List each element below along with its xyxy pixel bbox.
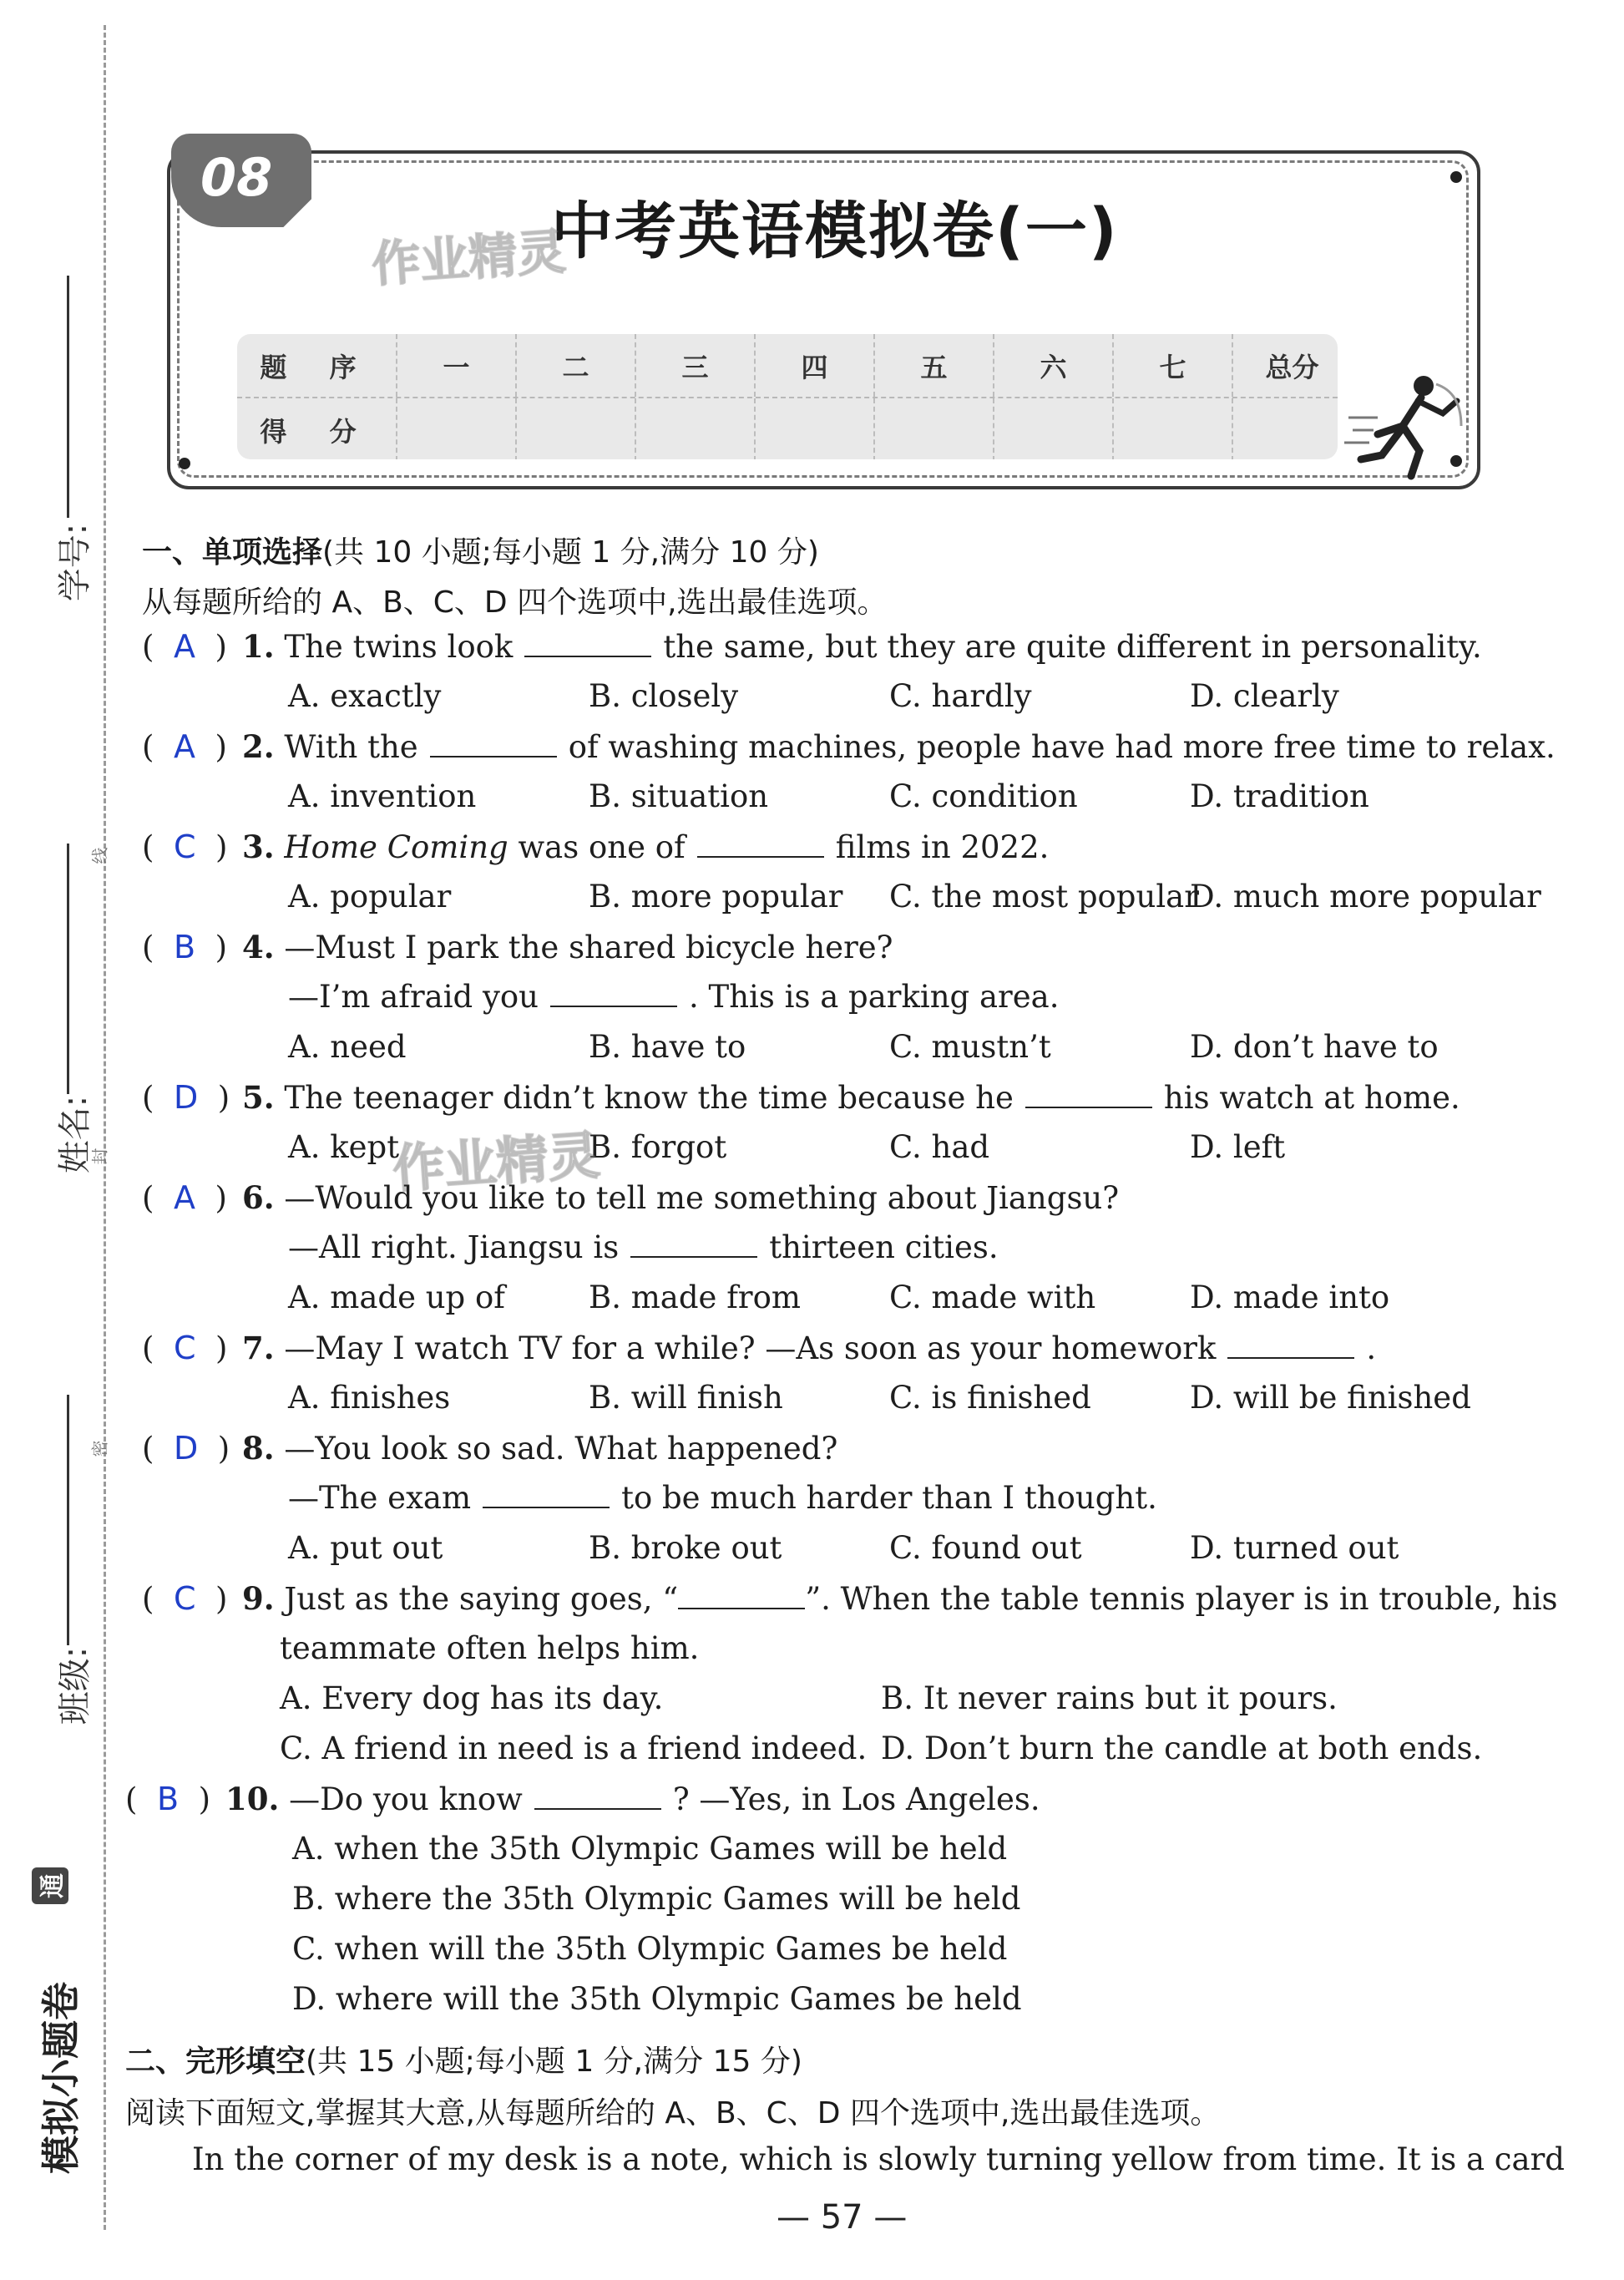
question-stem: his watch at home.: [1163, 1080, 1460, 1116]
score-header-cell: 五: [873, 334, 993, 397]
answer-blank[interactable]: [697, 831, 824, 858]
option-a: A. need: [288, 1029, 407, 1065]
question-7: ( C ) 7. —May I watch TV for a while? —As soon as your homework .: [142, 1330, 1377, 1366]
question-stem: —Do you know: [289, 1781, 523, 1817]
option-c: C. found out: [889, 1530, 1082, 1566]
question-stem: The teenager didn’t know the time because he: [284, 1080, 1014, 1116]
question-stem: ? —Yes, in Los Angeles.: [672, 1781, 1040, 1817]
score-cell[interactable]: [873, 398, 993, 459]
option-b: B. have to: [589, 1029, 746, 1065]
question-stem: the same, but they are quite different in personality.: [663, 629, 1482, 665]
option-c: C. made with: [889, 1279, 1096, 1315]
option-c: C. when will the 35th Olympic Games be held: [292, 1931, 1008, 1967]
option-d: D. don’t have to: [1190, 1029, 1439, 1065]
option-b: B. situation: [589, 778, 769, 814]
question-stem: With the: [284, 729, 418, 765]
section-1-meta: (共 10 小题;每小题 1 分,满分 10 分): [322, 535, 819, 570]
option-d: D. left: [1190, 1129, 1286, 1165]
page-title: 中考英语模拟卷(一): [551, 195, 1119, 267]
question-9-continued: teammate often helps him.: [280, 1630, 700, 1666]
score-cell[interactable]: [1232, 398, 1338, 459]
question-5: ( D ) 5. The teenager didn’t know the time because he his watch at home.: [142, 1079, 1460, 1116]
question-4-reply: [288, 979, 1059, 1015]
name-label: 姓名:: [56, 1095, 95, 1174]
question-8: ( D ) 8. —You look so sad. What happened?: [142, 1430, 838, 1467]
cut-mark-line: 线: [89, 847, 110, 864]
section-2-title: [125, 2038, 802, 2080]
cut-mark-seal: 封: [89, 1148, 110, 1165]
option-b: B. where the 35th Olympic Games will be held: [292, 1881, 1021, 1917]
option-a: A. put out: [288, 1530, 443, 1566]
section-2-heading: 二、完形填空: [125, 2044, 306, 2079]
question-stem: .: [1366, 1330, 1377, 1366]
score-table-header-row: [237, 334, 1338, 397]
section-1-title: [142, 529, 819, 571]
class-line: [67, 1395, 69, 1645]
answer-blank[interactable]: [1025, 1082, 1152, 1108]
question-number: 6.: [242, 1179, 275, 1216]
answer-4: B: [173, 929, 196, 965]
answer-5: D: [173, 1079, 199, 1116]
option-b: B. broke out: [589, 1530, 782, 1566]
score-table-score-row: [237, 397, 1338, 459]
question-2: ( A ) 2. With the of washing machines, people have had more free time to relax.: [142, 728, 1556, 765]
score-cell[interactable]: [396, 398, 515, 459]
score-cell[interactable]: [515, 398, 635, 459]
binding-dashed-line: [104, 25, 106, 2230]
question-stem: of washing machines, people have had more free time to relax.: [568, 729, 1556, 765]
question-stem: —Would you like to tell me something about Jiangsu?: [284, 1180, 1120, 1216]
question-number: 2.: [242, 728, 275, 765]
answer-8: D: [173, 1430, 199, 1467]
runner-icon: [1344, 367, 1470, 484]
corner-dot: [179, 458, 190, 469]
question-number: 9.: [242, 1580, 275, 1617]
option-d: D. clearly: [1190, 678, 1339, 714]
question-stem: The twins look: [284, 629, 514, 665]
brand-badge: 通: [32, 1867, 68, 1904]
option-d: D. will be finished: [1190, 1380, 1471, 1416]
question-stem: films in 2022.: [835, 829, 1050, 865]
question-stem: was one of: [518, 829, 686, 865]
question-4: ( B ) 4. —Must I park the shared bicycle here?: [142, 929, 893, 965]
answer-7: C: [173, 1330, 196, 1366]
score-row-label: 得 分: [260, 415, 373, 448]
option-c: C. condition: [889, 778, 1078, 814]
option-a: A. finishes: [288, 1380, 451, 1416]
option-a: A. kept: [288, 1129, 400, 1165]
class-label: 班级:: [56, 1646, 95, 1725]
score-header-cell: 二: [515, 334, 635, 397]
option-a: A. made up of: [288, 1279, 505, 1315]
answer-blank[interactable]: [430, 731, 557, 757]
option-a: A. exactly: [288, 678, 442, 714]
question-stem: ”. When the table tennis player is in trouble, his: [805, 1581, 1558, 1617]
question-number: 3.: [242, 828, 275, 865]
question-number: 8.: [242, 1430, 275, 1467]
option-c: C. had: [889, 1129, 990, 1165]
question-stem: . This is a parking area.: [689, 979, 1060, 1015]
score-table: [237, 334, 1338, 459]
answer-2: A: [173, 728, 195, 765]
answer-10: B: [156, 1781, 180, 1817]
option-b: B. made from: [589, 1279, 801, 1315]
question-6: ( A ) 6. —Would you like to tell me something about Jiangsu?: [142, 1179, 1120, 1216]
option-c: C. hardly: [889, 678, 1032, 714]
question-stem: —You look so sad. What happened?: [284, 1431, 838, 1467]
option-c: C. the most popular: [889, 879, 1199, 915]
brand-name: 模拟小题卷: [38, 1982, 83, 2174]
question-stem: —Must I park the shared bicycle here?: [284, 930, 893, 965]
question-1: ( A ) 1. The twins look the same, but they are quite different in personality.: [142, 628, 1482, 665]
answer-blank[interactable]: [524, 631, 651, 657]
option-a: A. Every dog has its day.: [280, 1680, 664, 1716]
question-stem: thirteen cities.: [769, 1229, 999, 1265]
corner-dot: [1450, 171, 1462, 183]
option-d: D. Don’t burn the candle at both ends.: [881, 1730, 1483, 1766]
score-cell[interactable]: [754, 398, 873, 459]
answer-blank[interactable]: [534, 1783, 661, 1810]
option-d: D. tradition: [1190, 778, 1369, 814]
option-c: C. A friend in need is a friend indeed.: [280, 1730, 868, 1766]
answer-blank[interactable]: [550, 980, 677, 1007]
option-d: D. much more popular: [1190, 879, 1541, 915]
option-b: B. It never rains but it pours.: [881, 1680, 1338, 1716]
score-header-cell: 三: [635, 334, 754, 397]
answer-blank[interactable]: [1227, 1332, 1354, 1359]
question-stem: —The exam: [288, 1480, 472, 1516]
score-header-cell: 七: [1112, 334, 1232, 397]
question-number: 7.: [242, 1330, 275, 1366]
question-number: 4.: [242, 929, 275, 965]
option-b: B. closely: [589, 678, 739, 714]
option-a: A. when the 35th Olympic Games will be held: [292, 1831, 1008, 1867]
question-stem: —May I watch TV for a while? —As soon as your homework: [284, 1330, 1217, 1366]
exam-number: 08: [200, 147, 273, 208]
score-cell[interactable]: [993, 398, 1112, 459]
page-number: — 57 —: [777, 2198, 908, 2237]
section-1-heading: 一、单项选择: [142, 535, 323, 570]
score-cell[interactable]: [635, 398, 754, 459]
watermark: 作业精灵: [391, 1124, 602, 1200]
question-8-reply: [288, 1480, 1157, 1516]
option-a: A. invention: [288, 778, 477, 814]
question-6-reply: [288, 1229, 999, 1265]
watermark: 作业精灵: [370, 222, 568, 293]
option-d: D. made into: [1190, 1279, 1390, 1315]
question-number: 10.: [225, 1781, 280, 1817]
question-3: ( C ) 3. Home Coming was one of films in 2022.: [142, 828, 1050, 865]
question-stem: —All right. Jiangsu is: [288, 1229, 620, 1265]
question-number: 1.: [242, 628, 275, 665]
question-10: ( B ) 10. —Do you know ? —Yes, in Los Angeles.: [125, 1781, 1040, 1817]
option-a: A. popular: [288, 879, 452, 915]
name-line: [67, 844, 69, 1094]
answer-blank[interactable]: [678, 1583, 805, 1609]
answer-3: C: [173, 828, 196, 865]
answer-1: A: [173, 628, 195, 665]
answer-9: C: [173, 1580, 196, 1617]
option-d: D. where will the 35th Olympic Games be held: [292, 1981, 1022, 2017]
option-d: D. turned out: [1190, 1530, 1399, 1566]
passage-first-line: In the corner of my desk is a note, which is slowly turning yellow from time. It is a card: [192, 2141, 1565, 2177]
score-header-cell: 题 序: [260, 351, 373, 383]
question-stem: to be much harder than I thought.: [621, 1480, 1157, 1516]
answer-blank[interactable]: [483, 1482, 610, 1508]
section-1-instruction: 从每题所给的 A、B、C、D 四个选项中,选出最佳选项。: [142, 585, 888, 620]
option-b: B. forgot: [589, 1129, 727, 1165]
answer-6: A: [173, 1179, 195, 1216]
question-number: 5.: [242, 1079, 275, 1116]
answer-blank[interactable]: [630, 1231, 757, 1258]
question-stem: Just as the saying goes, “: [284, 1581, 679, 1617]
cut-mark-secret: 密: [89, 1440, 110, 1457]
option-b: B. will finish: [589, 1380, 783, 1416]
option-b: B. more popular: [589, 879, 843, 915]
film-title: Home Coming: [284, 829, 508, 865]
score-header-cell: 四: [754, 334, 873, 397]
student-id-label: 学号:: [56, 523, 95, 602]
score-cell[interactable]: [1112, 398, 1232, 459]
section-2-instruction: 阅读下面短文,掌握其大意,从每题所给的 A、B、C、D 四个选项中,选出最佳选项。: [125, 2096, 1221, 2131]
question-9: ( C ) 9. Just as the saying goes, “ ”. When the table tennis player is in trouble, his: [142, 1580, 1558, 1617]
score-header-cell: 一: [396, 334, 515, 397]
score-header-cell: 六: [993, 334, 1112, 397]
student-id-line: [67, 276, 69, 518]
question-stem: —I’m afraid you: [288, 979, 539, 1015]
option-c: C. mustn’t: [889, 1029, 1051, 1065]
section-2-meta: (共 15 小题;每小题 1 分,满分 15 分): [306, 2044, 802, 2079]
score-header-cell: 总分: [1232, 334, 1338, 397]
option-c: C. is finished: [889, 1380, 1091, 1416]
